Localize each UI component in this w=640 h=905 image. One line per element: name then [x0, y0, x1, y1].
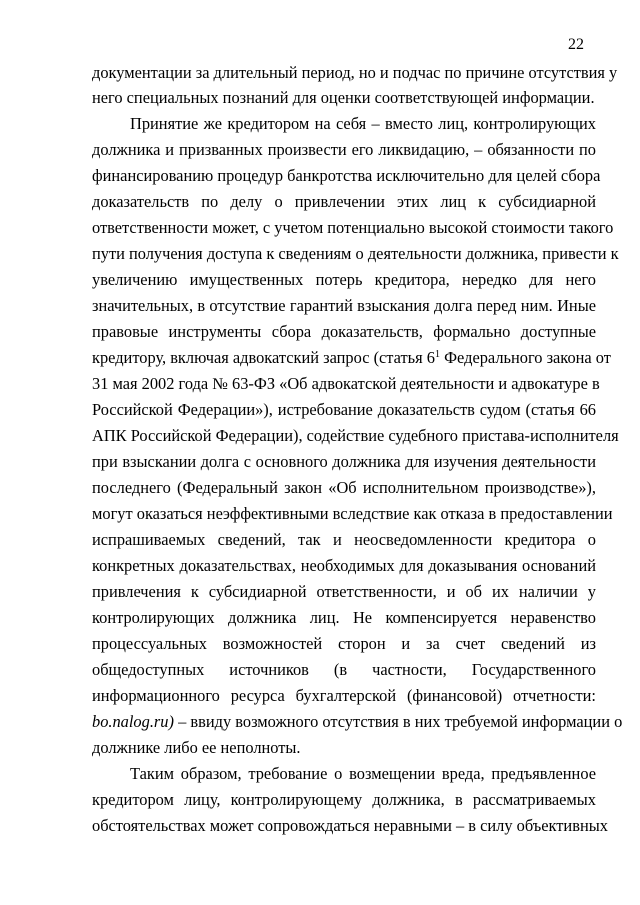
- text-line-15: АПК Российской Федерации), содействие судебного пристава-исполнителя: [92, 426, 619, 445]
- text-line-27: должнике либо ее неполноты.: [92, 738, 301, 757]
- text-line-9: увеличению имущественных потерь кредитора, нередко для него: [92, 270, 596, 289]
- text-line-16: при взыскании долга с основного должника для изучения деятельности: [92, 452, 596, 471]
- text-line-26-rest: – ввиду возможного отсутствия в них требуемой информации о: [173, 712, 623, 731]
- text-line-21: привлечения к субсидиарной ответственности, и об их наличии у: [92, 582, 596, 601]
- text-line-4: должника и призванных произвести его ликвидацию, – обязанности по: [92, 140, 596, 159]
- text-line-7: ответственности может, с учетом потенциально высокой стоимости такого: [92, 218, 614, 237]
- website-reference: bo.nalog.ru): [92, 712, 174, 731]
- text-line-26: [92, 711, 623, 733]
- text-line-23: процессуальных возможностей сторон и за счет сведений из: [92, 634, 596, 653]
- text-line-11: правовые инструменты сбора доказательств, формально доступные: [92, 322, 596, 341]
- text-line-20: конкретных доказательствах, необходимых для доказывания оснований: [92, 556, 596, 575]
- text-line-13: 31 мая 2002 года № 63-ФЗ «Об адвокатской деятельности и адвокатуре в: [92, 374, 600, 393]
- text-line-12-part-2: Федерального закона от: [440, 348, 611, 367]
- text-line-10: значительных, в отсутствие гарантий взыскания долга перед ним. Иные: [92, 296, 596, 315]
- text-line-5: финансированию процедур банкротства исключительно для целей сбора: [92, 166, 601, 185]
- text-line-12-part-1: кредитору, включая адвокатский запрос (статья 6: [92, 348, 435, 367]
- text-line-8: пути получения доступа к сведениям о деятельности должника, привести к: [92, 244, 619, 263]
- text-line-12: [92, 347, 611, 369]
- text-line-30: обстоятельствах может сопровождаться неравными – в силу объективных: [92, 816, 608, 835]
- text-line-2: него специальных познаний для оценки соответствующей информации.: [92, 88, 595, 107]
- page-number: 22: [568, 36, 584, 53]
- text-line-25: информационного ресурса бухгалтерской (финансовой) отчетности:: [92, 686, 596, 705]
- text-line-17: последнего (Федеральный закон «Об исполнительном производстве»),: [92, 478, 596, 497]
- text-line-19: испрашиваемых сведений, так и неосведомленности кредитора о: [92, 530, 596, 549]
- text-line-3: Принятие же кредитором на себя – вместо лиц, контролирующих: [130, 114, 596, 133]
- text-line-22: контролирующих должника лиц. Не компенсируется неравенство: [92, 608, 596, 627]
- text-line-18: могут оказаться неэффективными вследствие как отказа в предоставлении: [92, 504, 613, 523]
- text-line-29: кредитором лицу, контролирующему должника, в рассматриваемых: [92, 790, 596, 809]
- text-line-1: документации за длительный период, но и подчас по причине отсутствия у: [92, 63, 618, 82]
- text-line-6: доказательств по делу о привлечении этих лиц к субсидиарной: [92, 192, 596, 211]
- text-line-28: Таким образом, требование о возмещении вреда, предъявленное: [130, 764, 596, 783]
- text-line-24: общедоступных источников (в частности, Государственного: [92, 660, 596, 679]
- text-line-14: Российской Федерации»), истребование доказательств судом (статья 66: [92, 400, 596, 419]
- footnote-superscript: 1: [435, 349, 440, 360]
